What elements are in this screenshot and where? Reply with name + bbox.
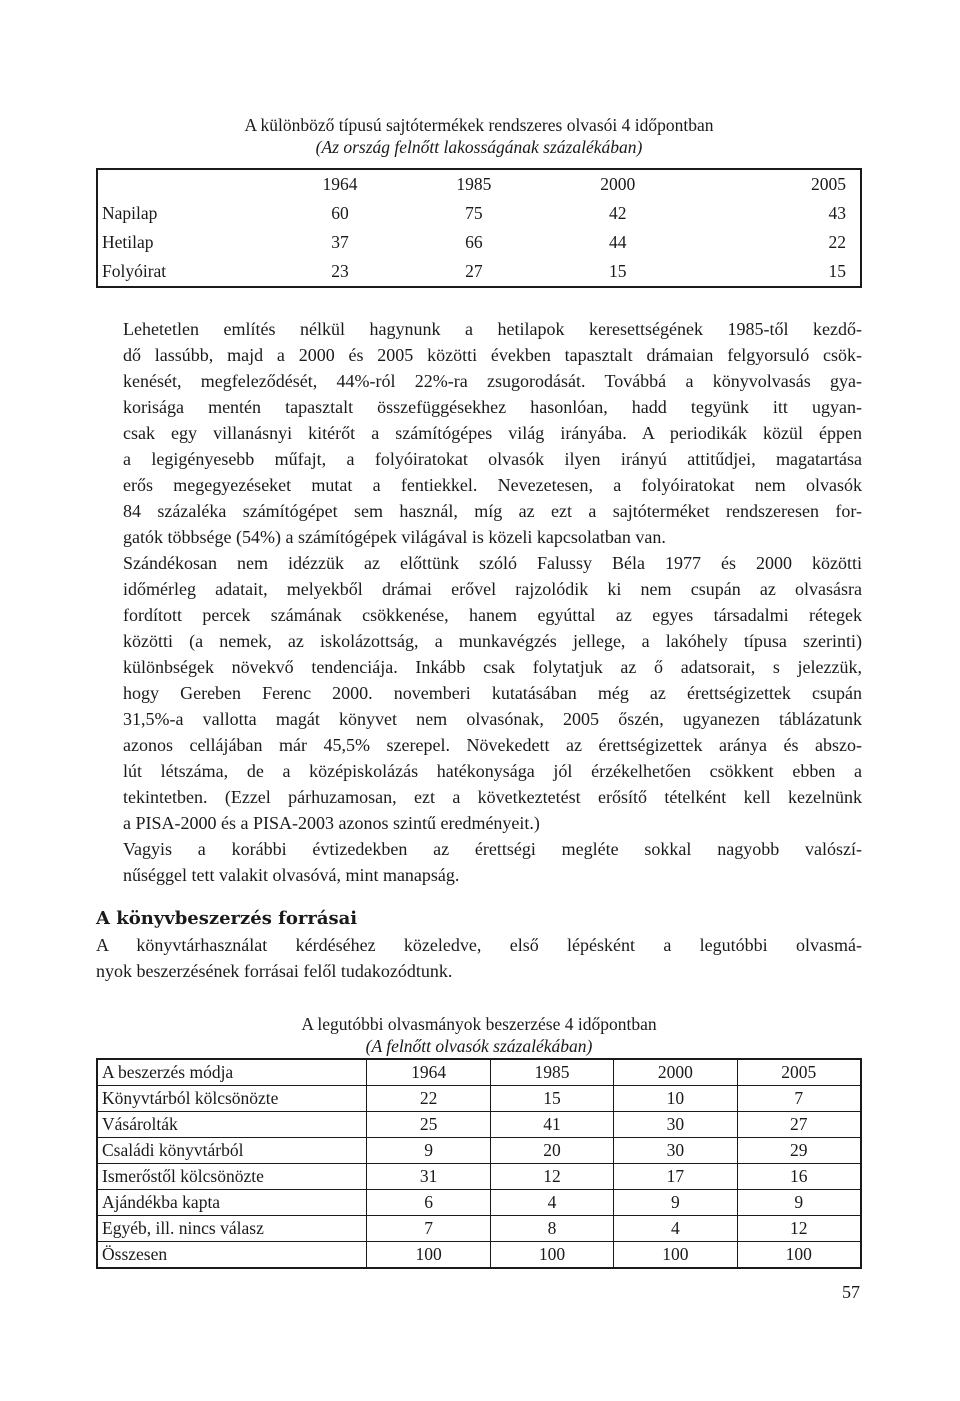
text-line: 84 százaléka számítógépet sem használ, míg az ezt a sajtóterméket rendszeresen for-: [123, 501, 862, 521]
cell-value: 25: [367, 1112, 490, 1138]
text-line: a legigényesebb műfajt, a folyóiratokat olvasók ilyen irányú attitűdjei, magatartása: [123, 449, 862, 469]
cell-value: 20: [490, 1138, 613, 1164]
cell-value: 8: [490, 1216, 613, 1242]
table1-subtitle: (Az ország felnőtt lakosságának százalékában): [315, 137, 643, 157]
table2-caption: [96, 1013, 862, 1057]
cell-value: 15: [828, 261, 846, 281]
row-label: Családi könyvtárból: [97, 1138, 367, 1164]
cell-value: 4: [614, 1216, 737, 1242]
cell-value: 75: [465, 203, 483, 223]
table-row: [97, 199, 861, 228]
row-label: Hetilap: [102, 232, 154, 252]
row-label: Ismerőstől kölcsönözte: [97, 1164, 367, 1190]
table-row: [97, 228, 861, 257]
table2-header-row: [97, 1059, 861, 1086]
row-label: Könyvtárból kölcsönözte: [97, 1086, 367, 1112]
cell-value: 9: [737, 1190, 861, 1216]
cell-value: 27: [737, 1112, 861, 1138]
table2-title: A legutóbbi olvasmányok beszerzése 4 időpontban: [301, 1014, 657, 1034]
paragraph-2: [96, 550, 862, 836]
table2-year: 2005: [737, 1059, 861, 1086]
table-row: [97, 1112, 861, 1138]
text-line: erős megegyezéseket mutat a fentiekkel. Nevezetesen, a folyóiratokat nem olvasók: [123, 475, 862, 495]
cell-value: 9: [614, 1190, 737, 1216]
text-line: lút létszáma, de a középiskolázás hatékonysága jól érzékelhetően csökkent ebben a: [123, 761, 862, 781]
text-line: időmérleg adatait, melyekből drámai erővel rajzolódik ki nem csupán az olvasásra: [123, 579, 862, 599]
text-line: kenését, megfeleződését, 44%-ról 22%-ra zsugorodását. Továbbá a könyvolvasás gya-: [123, 371, 862, 391]
text-line: nyok beszerzésének forrásai felől tudakozódtunk.: [96, 961, 453, 981]
cell-value: 16: [737, 1164, 861, 1190]
table1-header-row: [97, 169, 861, 199]
table1-title: A különböző típusú sajtótermékek rendszeres olvasói 4 időpontban: [244, 115, 714, 135]
cell-value: 7: [367, 1216, 490, 1242]
table1: [96, 168, 862, 288]
table1-year: 2005: [811, 174, 846, 194]
table1-caption: [96, 114, 862, 158]
table-row: [97, 1138, 861, 1164]
table2-year: 1964: [367, 1059, 490, 1086]
table-row: [97, 1164, 861, 1190]
row-label: Folyóirat: [102, 261, 167, 281]
cell-value: 100: [367, 1242, 490, 1269]
cell-value: 10: [614, 1086, 737, 1112]
row-label: Ajándékba kapta: [97, 1190, 367, 1216]
cell-value: 30: [614, 1112, 737, 1138]
table1-year: 1964: [322, 174, 358, 194]
text-line: hogy Gereben Ferenc 2000. novemberi kutatásában még az érettségizettek csupán: [123, 683, 862, 703]
text-line: 31,5%-a vallotta magát könyvet nem olvasónak, 2005 őszén, ugyanezen táblázatunk: [123, 709, 862, 729]
cell-value: 43: [828, 203, 846, 223]
table-row: [97, 257, 861, 287]
cell-value: 12: [490, 1164, 613, 1190]
table1-header-empty: [97, 169, 278, 199]
page-number: 57: [842, 1282, 860, 1302]
text-line: különbségek növekvő tendenciája. Inkább csak folytatjuk az ő adatsorait, s jelezzük,: [123, 657, 862, 677]
paragraph-1: [96, 316, 862, 550]
row-label: Napilap: [102, 203, 158, 223]
text-line: Lehetetlen említés nélkül hagynunk a hetilapok keresettségének 1985-től kezdő-: [123, 319, 862, 339]
cell-value: 4: [490, 1190, 613, 1216]
text-line: tekintetben. (Ezzel párhuzamosan, ezt a következtetést erősítő tételként kell kezelnünk: [123, 787, 862, 807]
text-line: a PISA-2000 és a PISA-2003 azonos szintű eredményeit.): [123, 813, 540, 833]
body-text: [96, 316, 862, 888]
cell-value: 30: [614, 1138, 737, 1164]
text-line: nűséggel tett valakit olvasóvá, mint manapság.: [123, 865, 460, 885]
paragraph-3: [96, 836, 862, 888]
table2-header-label: A beszerzés módja: [97, 1059, 367, 1086]
cell-value: 23: [331, 261, 349, 281]
row-label: Egyéb, ill. nincs válasz: [97, 1216, 367, 1242]
cell-value: 7: [737, 1086, 861, 1112]
cell-value: 22: [367, 1086, 490, 1112]
table-row: [97, 1190, 861, 1216]
cell-value: 42: [608, 203, 627, 223]
section-heading: A könyvbeszerzés forrásai: [96, 908, 358, 929]
cell-value: 66: [465, 232, 483, 252]
cell-value: 17: [614, 1164, 737, 1190]
cell-value: 100: [614, 1242, 737, 1269]
text-line: közötti (a nemek, az iskolázottság, a munkavégzés jellege, a lakóhely típusa szerinti): [123, 631, 862, 651]
text-line: fordított percek számának csökkenése, hanem egyúttal az egyes társadalmi rétegek: [123, 605, 862, 625]
table2-year: 2000: [614, 1059, 737, 1086]
cell-value: 44: [608, 232, 627, 252]
table-row: [97, 1242, 861, 1269]
cell-value: 100: [490, 1242, 613, 1269]
text-line: Vagyis a korábbi évtizedekben az érettségi megléte sokkal nagyobb valószí-: [123, 839, 862, 859]
text-line: gatók többsége (54%) a számítógépek világával is közeli kapcsolatban van.: [123, 527, 666, 547]
table-row: [97, 1216, 861, 1242]
text-line: A könyvtárhasználat kérdéséhez közeledve, első lépésként a legutóbbi olvasmá-: [96, 935, 862, 955]
cell-value: 41: [490, 1112, 613, 1138]
cell-value: 15: [490, 1086, 613, 1112]
row-label: Összesen: [97, 1242, 367, 1269]
table2-subtitle: (A felnőtt olvasók százalékában): [365, 1036, 593, 1056]
cell-value: 6: [367, 1190, 490, 1216]
cell-value: 12: [737, 1216, 861, 1242]
text-line: dő lassúbb, majd a 2000 és 2005 közötti években tapasztalt drámaian felgyorsuló csök-: [123, 345, 862, 365]
text-line: Szándékosan nem idézzük az előttünk szóló Falussy Béla 1977 és 2000 közötti: [123, 553, 862, 573]
table1-year: 2000: [600, 174, 636, 194]
table2-year: 1985: [490, 1059, 613, 1086]
table2: [96, 1058, 862, 1269]
cell-value: 60: [331, 203, 349, 223]
cell-value: 37: [331, 232, 349, 252]
cell-value: 22: [828, 232, 846, 252]
table-row: [97, 1086, 861, 1112]
cell-value: 31: [367, 1164, 490, 1190]
row-label: Vásárolták: [97, 1112, 367, 1138]
cell-value: 9: [367, 1138, 490, 1164]
text-line: azonos cellájában már 45,5% szerepel. Növekedett az érettségizettek aránya és abszo-: [123, 735, 862, 755]
text-line: korisága mentén tapasztalt összefüggésekhez hasonlóan, hadd tegyünk itt ugyan-: [123, 397, 862, 417]
text-line: csak egy villanásnyi kitérőt a számítógépes világ irányába. A periodikák közül éppen: [123, 423, 862, 443]
cell-value: 27: [465, 261, 483, 281]
cell-value: 15: [608, 261, 627, 281]
section-intro: [96, 932, 862, 984]
cell-value: 100: [737, 1242, 861, 1269]
table1-year: 1985: [456, 174, 492, 194]
cell-value: 29: [737, 1138, 861, 1164]
